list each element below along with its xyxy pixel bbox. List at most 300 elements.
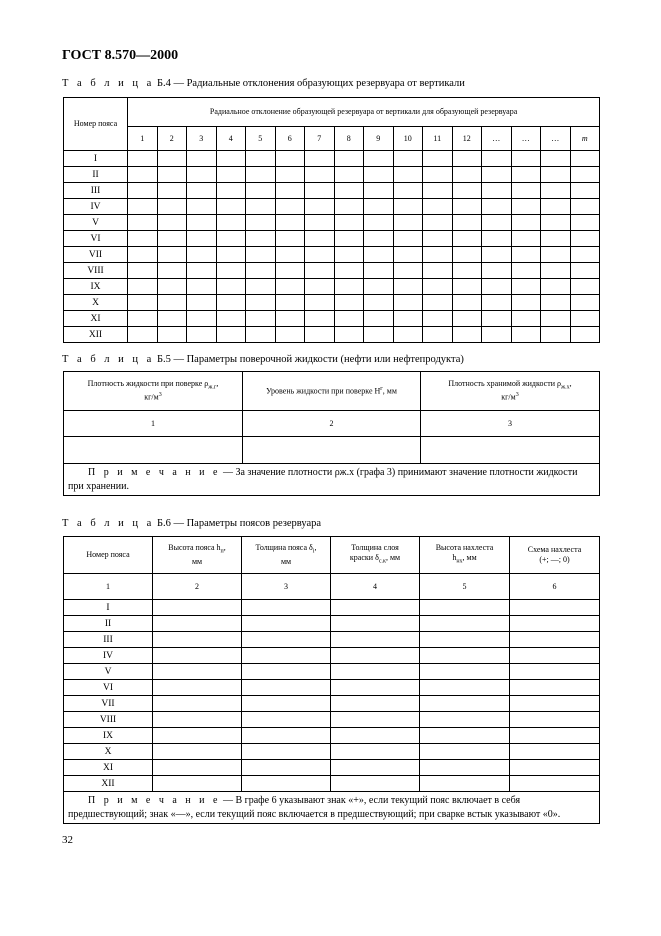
- table-b4-caption: [62, 78, 465, 89]
- col-number: …: [511, 127, 541, 151]
- col-number: 3: [421, 411, 600, 437]
- table-cell: [510, 776, 600, 792]
- table-cell: [423, 311, 453, 327]
- header-tail: , мм: [382, 386, 397, 396]
- table-row: [64, 263, 600, 279]
- table-cell: [275, 199, 305, 215]
- col-number: 3: [187, 127, 217, 151]
- table-cell: [242, 696, 331, 712]
- header-text: h: [452, 553, 457, 563]
- table-cell: [334, 327, 364, 343]
- table-cell: [275, 151, 305, 167]
- table-cell: [541, 311, 571, 327]
- col-number: 1: [64, 574, 153, 600]
- table-cell: [305, 279, 335, 295]
- table-cell: [510, 616, 600, 632]
- table-cell: [157, 247, 187, 263]
- table-cell: [331, 728, 420, 744]
- col-number: …: [541, 127, 571, 151]
- table-cell: [541, 167, 571, 183]
- col-number: 2: [153, 574, 242, 600]
- belt-number: VII: [64, 247, 128, 263]
- table-cell: [153, 712, 242, 728]
- table-cell: [153, 680, 242, 696]
- table-cell: [541, 279, 571, 295]
- table-cell: [331, 760, 420, 776]
- table-cell: [570, 263, 600, 279]
- header-line1: Толщина слоя: [351, 543, 399, 553]
- header-line2: (+; —; 0): [539, 555, 570, 564]
- table-cell: [420, 632, 510, 648]
- belt-number: X: [64, 295, 128, 311]
- table-cell: [187, 247, 217, 263]
- belt-number: III: [64, 183, 128, 199]
- belt-number: VI: [64, 231, 128, 247]
- belt-number: V: [64, 664, 153, 680]
- table-cell: [393, 199, 423, 215]
- table-cell: [511, 151, 541, 167]
- table-cell: [305, 295, 335, 311]
- table-cell: [510, 664, 600, 680]
- table-cell: [511, 295, 541, 311]
- col-header-overlap-height: [420, 537, 510, 574]
- col-header-stored-liquid-density: [421, 372, 600, 411]
- table-cell: [216, 279, 246, 295]
- belt-number: VIII: [64, 263, 128, 279]
- table-cell: [452, 279, 482, 295]
- table-cell: [157, 263, 187, 279]
- table-cell: [541, 327, 571, 343]
- col-number: 5: [420, 574, 510, 600]
- table-row: [64, 199, 600, 215]
- table-cell: [541, 295, 571, 311]
- header-tail: ,: [314, 543, 317, 553]
- table-cell: [242, 632, 331, 648]
- table-cell: [420, 600, 510, 616]
- table-cell: [482, 295, 512, 311]
- table-cell: [420, 696, 510, 712]
- belt-number: X: [64, 744, 153, 760]
- table-cell: [216, 311, 246, 327]
- table-cell: [482, 167, 512, 183]
- caption-label: Т а б л и ц а: [62, 518, 155, 529]
- col-number-last: m: [570, 127, 600, 151]
- table-cell: [423, 295, 453, 311]
- header-subscript: ж.х: [561, 384, 570, 391]
- col-number: 12: [452, 127, 482, 151]
- table-cell: [421, 437, 600, 464]
- table-cell: [157, 151, 187, 167]
- table-row: [64, 712, 600, 728]
- header-text: Плотность жидкости при поверке ρ: [87, 379, 209, 389]
- table-cell: [153, 760, 242, 776]
- header-line1: Высота нахлеста: [435, 543, 494, 553]
- header-tail: ,: [216, 379, 219, 389]
- table-cell: [305, 231, 335, 247]
- table-cell: [157, 199, 187, 215]
- table-cell: [157, 311, 187, 327]
- col-header-paint-thickness: [331, 537, 420, 574]
- table-row: [64, 167, 600, 183]
- table-row: [64, 632, 600, 648]
- table-cell: [275, 167, 305, 183]
- table-row: [64, 327, 600, 343]
- table-cell: [216, 327, 246, 343]
- table-cell: [482, 279, 512, 295]
- belt-number: IV: [64, 199, 128, 215]
- header-unit-sup: 3: [515, 392, 519, 399]
- table-cell: [511, 215, 541, 231]
- table-cell: [420, 712, 510, 728]
- table-row: [64, 648, 600, 664]
- table-cell: [452, 215, 482, 231]
- table-cell: [482, 231, 512, 247]
- header-unit: кг/м: [501, 392, 516, 402]
- table-cell: [153, 664, 242, 680]
- table-cell: [246, 327, 276, 343]
- table-cell: [334, 215, 364, 231]
- header-text: Толщина пояса δ: [255, 543, 313, 553]
- table-cell: [246, 215, 276, 231]
- table-cell: [246, 279, 276, 295]
- table-cell: [510, 712, 600, 728]
- table-row: [64, 760, 600, 776]
- table-cell: [393, 279, 423, 295]
- table-row: [64, 680, 600, 696]
- belt-number: IV: [64, 648, 153, 664]
- belt-number: XI: [64, 760, 153, 776]
- header-unit: кг/м: [144, 392, 159, 402]
- table-cell: [153, 616, 242, 632]
- table-cell: [364, 327, 394, 343]
- table-row: [64, 600, 600, 616]
- belt-number: VIII: [64, 712, 153, 728]
- table-cell: [511, 311, 541, 327]
- table-cell: [243, 437, 421, 464]
- header-text: краски δ: [349, 553, 379, 563]
- header-subscript: ж.г: [208, 384, 217, 391]
- header-tail: ,: [223, 543, 226, 553]
- table-cell: [364, 279, 394, 295]
- table-cell: [482, 327, 512, 343]
- header-line1: Схема нахлеста: [527, 545, 582, 554]
- table-cell: [452, 151, 482, 167]
- table-cell: [246, 167, 276, 183]
- table-cell: [570, 167, 600, 183]
- belt-number: IX: [64, 279, 128, 295]
- table-cell: [242, 760, 331, 776]
- table-cell: [153, 776, 242, 792]
- header-subscript: п: [220, 549, 224, 556]
- table-cell: [420, 664, 510, 680]
- table-cell: [187, 327, 217, 343]
- col-header-belt-number: Номер пояса: [64, 98, 128, 151]
- header-text: Уровень жидкости при поверке H: [266, 386, 381, 396]
- table-cell: [393, 151, 423, 167]
- table-cell: [420, 776, 510, 792]
- table-cell: [187, 183, 217, 199]
- table-cell: [275, 215, 305, 231]
- table-b6: [63, 536, 600, 824]
- table-cell: [331, 664, 420, 680]
- table-row: [64, 776, 600, 792]
- table-cell: [128, 263, 158, 279]
- table-cell: [364, 167, 394, 183]
- table-cell: [482, 151, 512, 167]
- table-cell: [246, 151, 276, 167]
- table-cell: [510, 600, 600, 616]
- table-cell: [187, 151, 217, 167]
- table-cell: [331, 616, 420, 632]
- table-cell: [511, 247, 541, 263]
- table-cell: [216, 151, 246, 167]
- table-cell: [420, 616, 510, 632]
- table-row: [64, 696, 600, 712]
- table-cell: [246, 247, 276, 263]
- table-cell: [153, 696, 242, 712]
- belt-number: III: [64, 632, 153, 648]
- table-cell: [364, 295, 394, 311]
- table-row: [64, 279, 600, 295]
- table-cell: [128, 311, 158, 327]
- table-cell: [157, 215, 187, 231]
- table-cell: [157, 327, 187, 343]
- table-cell: [331, 776, 420, 792]
- table-cell: [275, 247, 305, 263]
- table-cell: [570, 215, 600, 231]
- table-cell: [570, 311, 600, 327]
- table-cell: [511, 279, 541, 295]
- table-cell: [482, 199, 512, 215]
- table-cell: [242, 600, 331, 616]
- table-cell: [364, 247, 394, 263]
- header-sup: г: [380, 385, 383, 392]
- table-cell: [242, 664, 331, 680]
- table-cell: [482, 263, 512, 279]
- col-header-belt-number: Номер пояса: [64, 537, 153, 574]
- table-cell: [305, 247, 335, 263]
- table-cell: [364, 215, 394, 231]
- header-tail: , мм: [462, 553, 477, 563]
- table-cell: [334, 151, 364, 167]
- table-cell: [393, 215, 423, 231]
- col-header-test-liquid-density: [64, 372, 243, 411]
- header-subscript: с.к: [378, 559, 386, 566]
- table-cell: [541, 199, 571, 215]
- table-cell: [482, 183, 512, 199]
- table-cell: [305, 327, 335, 343]
- table-cell: [187, 231, 217, 247]
- table-cell: [157, 183, 187, 199]
- table-cell: [187, 295, 217, 311]
- table-row: [64, 311, 600, 327]
- table-cell: [275, 263, 305, 279]
- table-cell: [452, 263, 482, 279]
- table-cell: [541, 183, 571, 199]
- col-header-belt-height: [153, 537, 242, 574]
- table-cell: [541, 263, 571, 279]
- table-cell: [216, 231, 246, 247]
- table-cell: [452, 295, 482, 311]
- table-cell: [511, 231, 541, 247]
- table-cell: [331, 680, 420, 696]
- col-number: 6: [275, 127, 305, 151]
- table-cell: [331, 744, 420, 760]
- page-number: 32: [62, 834, 73, 846]
- table-cell: [423, 279, 453, 295]
- table-cell: [452, 311, 482, 327]
- table-row: [64, 295, 600, 311]
- header-unit: мм: [280, 556, 292, 566]
- table-cell: [157, 167, 187, 183]
- note-label: П р и м е ч а н и е: [88, 795, 221, 806]
- table-row: [64, 151, 600, 167]
- table-cell: [64, 437, 243, 464]
- table-cell: [393, 247, 423, 263]
- col-number: 5: [246, 127, 276, 151]
- belt-number: IX: [64, 728, 153, 744]
- document-id: ГОСТ 8.570—2000: [62, 48, 179, 63]
- table-cell: [246, 183, 276, 199]
- table-cell: [364, 199, 394, 215]
- table-cell: [393, 231, 423, 247]
- table-cell: [570, 327, 600, 343]
- header-unit-sup: 3: [158, 392, 162, 399]
- header-tail: , мм: [385, 553, 401, 563]
- table-cell: [275, 231, 305, 247]
- table-cell: [128, 215, 158, 231]
- table-cell: [420, 760, 510, 776]
- table-b6-caption: [62, 518, 321, 529]
- table-cell: [511, 183, 541, 199]
- table-cell: [570, 279, 600, 295]
- table-row: [64, 231, 600, 247]
- table-cell: [511, 263, 541, 279]
- table-cell: [153, 744, 242, 760]
- table-cell: [153, 632, 242, 648]
- belt-number: VI: [64, 680, 153, 696]
- table-cell: [187, 279, 217, 295]
- table-cell: [128, 167, 158, 183]
- table-cell: [128, 231, 158, 247]
- table-cell: [128, 327, 158, 343]
- table-cell: [541, 151, 571, 167]
- table-cell: [246, 263, 276, 279]
- table-cell: [393, 327, 423, 343]
- table-cell: [420, 680, 510, 696]
- table-row: [64, 728, 600, 744]
- table-cell: [242, 728, 331, 744]
- table-cell: [423, 263, 453, 279]
- table-cell: [331, 696, 420, 712]
- table-row: [64, 792, 600, 824]
- col-number: 11: [423, 127, 453, 151]
- col-header-radial-deviation: Радиальное отклонение образующей резервуара от вертикали для образующей резервуара: [128, 98, 600, 127]
- table-cell: [153, 600, 242, 616]
- table-cell: [334, 247, 364, 263]
- table-cell: [393, 183, 423, 199]
- table-b4: [63, 97, 600, 343]
- table-cell: [423, 167, 453, 183]
- table-cell: [510, 680, 600, 696]
- table-cell: [423, 199, 453, 215]
- caption-label: Т а б л и ц а: [62, 78, 155, 89]
- table-cell: [510, 744, 600, 760]
- table-cell: [423, 215, 453, 231]
- table-cell: [187, 199, 217, 215]
- table-cell: [510, 632, 600, 648]
- table-row: [64, 215, 600, 231]
- table-cell: [187, 215, 217, 231]
- note-text: — За значение плотности ρж.х (графа 3) принимают значение плотности жидкости при хранении.: [68, 467, 578, 492]
- table-cell: [452, 167, 482, 183]
- table-cell: [157, 231, 187, 247]
- table-row: [64, 183, 600, 199]
- table-cell: [153, 648, 242, 664]
- table-cell: [128, 247, 158, 263]
- table-cell: [334, 279, 364, 295]
- col-number: 4: [216, 127, 246, 151]
- table-cell: [423, 327, 453, 343]
- table-cell: [128, 199, 158, 215]
- table-cell: [364, 183, 394, 199]
- table-cell: [511, 167, 541, 183]
- table-cell: [423, 183, 453, 199]
- table-cell: [242, 680, 331, 696]
- table-cell: [242, 776, 331, 792]
- table-cell: [510, 696, 600, 712]
- table-cell: [570, 247, 600, 263]
- table-cell: [216, 263, 246, 279]
- col-number: 2: [157, 127, 187, 151]
- table-row: [64, 616, 600, 632]
- table-cell: [216, 167, 246, 183]
- table-cell: [570, 295, 600, 311]
- table-cell: [511, 199, 541, 215]
- table-cell: [242, 744, 331, 760]
- table-cell: [275, 311, 305, 327]
- table-cell: [420, 744, 510, 760]
- table-cell: [275, 183, 305, 199]
- table-cell: [334, 183, 364, 199]
- table-cell: [541, 215, 571, 231]
- table-cell: [364, 151, 394, 167]
- table-cell: [216, 199, 246, 215]
- table-cell: [153, 728, 242, 744]
- header-tail: ,: [569, 379, 572, 389]
- table-cell: [246, 311, 276, 327]
- table-cell: [242, 712, 331, 728]
- table-cell: [393, 295, 423, 311]
- table-cell: [331, 632, 420, 648]
- col-number: 1: [64, 411, 243, 437]
- table-cell: [570, 151, 600, 167]
- header-subscript: нх: [456, 559, 463, 566]
- belt-number: II: [64, 616, 153, 632]
- table-cell: [334, 295, 364, 311]
- table-b5: [63, 371, 600, 496]
- table-cell: [570, 183, 600, 199]
- table-cell: [541, 247, 571, 263]
- table-cell: [128, 183, 158, 199]
- table-cell: [157, 279, 187, 295]
- table-b5-note: [64, 464, 600, 496]
- header-text: Высота пояса h: [168, 543, 221, 553]
- table-cell: [242, 648, 331, 664]
- belt-number: I: [64, 151, 128, 167]
- table-b5-caption: [62, 354, 464, 365]
- col-number: 1: [128, 127, 158, 151]
